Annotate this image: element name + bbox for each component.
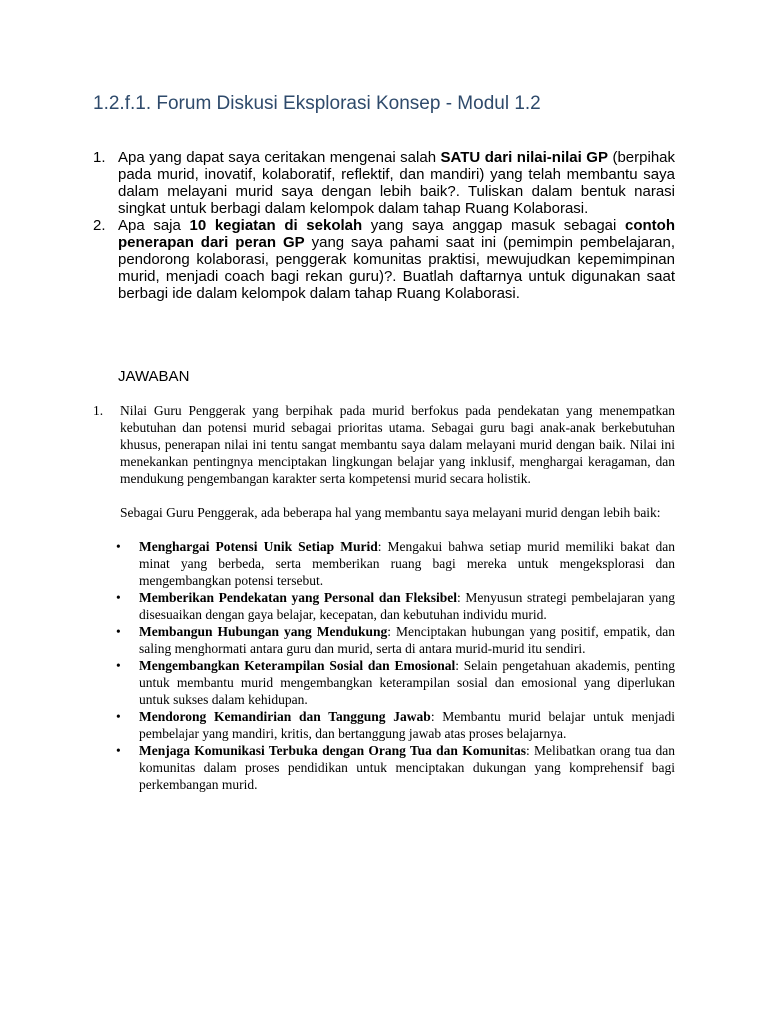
bullet-icon: • bbox=[116, 709, 121, 724]
bullet-item bbox=[116, 538, 675, 589]
answer-paragraph: Nilai Guru Penggerak yang berpihak pada murid berfokus pada pendekatan yang menempatkan kebutuhan dan potensi murid sebagai prioritas utama. Sebagai guru bagi anak-anak berkebutuhan khusus, penerapan nilai ini tentu sangat membantu saya dalam melayani murid dengan baik. Nilai ini menekankan pentingnya menciptakan lingkungan belajar yang inklusif, menghargai keragaman, dan mendukung pengembangan karakter serta kompetensi murid secara holistik. bbox=[120, 403, 675, 486]
question-text-segment: (berpihak pada murid, inovatif, kolaboratif, reflektif, dan mandiri) yang telah membantu saya dalam melayani murid saya dengan lebih baik?. Tuliskan dalam bentuk narasi singkat untuk berbagi dalam kelompok dalam tahap Ruang Kolaborasi. bbox=[118, 149, 676, 217]
bullet-title: Membangun Hubungan yang Mendukung bbox=[139, 624, 388, 639]
question-text-segment: yang saya anggap masuk sebagai bbox=[362, 217, 625, 234]
bullet-list bbox=[116, 538, 676, 793]
document-title: 1.2.f.1. Forum Diskusi Eksplorasi Konsep - Modul 1.2 bbox=[93, 93, 541, 114]
bullet-text: : Membantu murid belajar untuk menjadi pembelajar yang mandiri, kritis, dan bertanggung jawab atas proses belajarnya. bbox=[139, 709, 675, 741]
bullet-icon: • bbox=[116, 624, 121, 639]
bullet-title: Mengembangkan Keterampilan Sosial dan Emosional bbox=[139, 658, 456, 673]
bullet-text: : Mengakui bahwa setiap murid memiliki bakat dan minat yang berbeda, serta memberikan ruang bagi mereka untuk mengeksplorasi dan mengembangkan potensi tersebut. bbox=[139, 539, 675, 588]
answer-list bbox=[93, 402, 675, 793]
bullet-text: : Menciptakan hubungan yang positif, empatik, dan saling menghormati antara guru dan murid, serta di antara murid-murid itu sendiri. bbox=[139, 624, 675, 656]
bullet-title: Memberikan Pendekatan yang Personal dan Fleksibel bbox=[139, 590, 457, 605]
question-bold-segment: 10 kegiatan di sekolah bbox=[189, 217, 363, 234]
question-number: 1. bbox=[93, 149, 106, 166]
question-text-segment: Apa yang dapat saya ceritakan mengenai salah bbox=[118, 149, 441, 166]
question-bold-segment: contoh penerapan dari peran GP bbox=[118, 217, 675, 251]
bullet-icon: • bbox=[116, 743, 121, 758]
bullet-item bbox=[116, 623, 675, 657]
bullet-item bbox=[116, 742, 675, 793]
question-item bbox=[93, 217, 675, 302]
bullet-title: Mendorong Kemandirian dan Tanggung Jawab bbox=[139, 709, 431, 724]
question-text-segment: Apa saja bbox=[118, 217, 190, 234]
question-text-segment: yang saya pahami saat ini (pemimpin pembelajaran, pendorong kolaborasi, penggerak komunitas praktisi, mewujudkan kepemimpinan murid, menjadi coach bagi rekan guru)?. Buatlah daftarnya untuk digunakan saat berbagi ide dalam kelompok dalam tahap Ruang Kolaborasi. bbox=[118, 234, 675, 302]
answer-item bbox=[93, 402, 675, 793]
bullet-title: Menjaga Komunikasi Terbuka dengan Orang Tua dan Komunitas bbox=[139, 743, 526, 758]
answer-heading: JAWABAN bbox=[118, 368, 190, 385]
question-item bbox=[93, 149, 675, 217]
bullet-item bbox=[116, 657, 676, 708]
question-bold-segment: SATU dari nilai-nilai GP bbox=[440, 149, 608, 166]
bullet-icon: • bbox=[116, 539, 121, 554]
bullet-text: : Melibatkan orang tua dan komunitas dalam proses pendidikan untuk menciptakan dukungan yang komprehensif bagi perkembangan murid. bbox=[139, 743, 675, 792]
bullet-icon: • bbox=[116, 590, 121, 605]
question-list bbox=[93, 149, 675, 302]
bullet-text: : Selain pengetahuan akademis, penting untuk membantu murid mengembangkan keterampilan sosial dan emosional yang diperlukan untuk sukses dalam kehidupan. bbox=[139, 658, 676, 707]
bullet-text: : Menyusun strategi pembelajaran yang disesuaikan dengan gaya belajar, kecepatan, dan kebutuhan individu murid. bbox=[139, 590, 676, 622]
bullet-icon: • bbox=[116, 658, 121, 673]
bullet-item bbox=[116, 589, 676, 623]
bullet-item bbox=[116, 708, 675, 742]
question-number: 2. bbox=[93, 217, 106, 234]
answer-intro: Sebagai Guru Penggerak, ada beberapa hal yang membantu saya melayani murid dengan lebih baik: bbox=[120, 505, 661, 520]
bullet-title: Menghargai Potensi Unik Setiap Murid bbox=[139, 539, 378, 554]
answer-number: 1. bbox=[93, 403, 104, 418]
